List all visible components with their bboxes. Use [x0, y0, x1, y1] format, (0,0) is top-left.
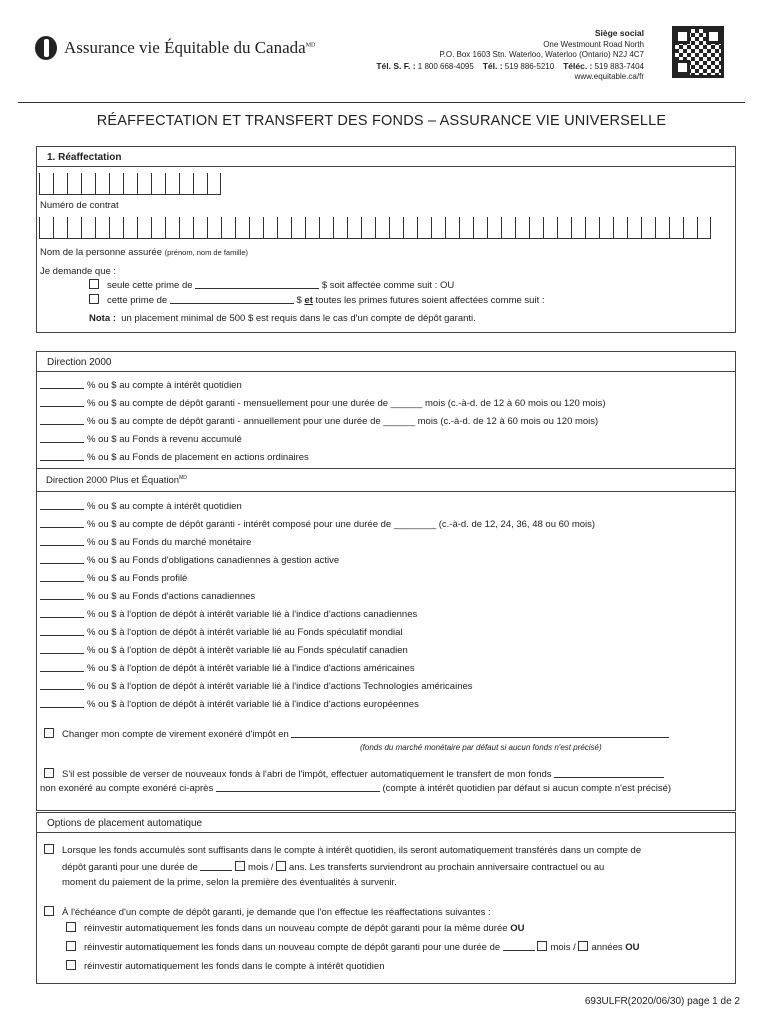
dir2000-row[interactable]: % ou $ au compte de dépôt garanti - mensuellement pour une durée de ______ mois (c.-à-d. de 12 à 60 mois ou 120 mois) [40, 398, 606, 409]
auto-transfer-term: dépôt garanti pour une durée de mois / ans. Les transferts surviendront au prochain anniversaire contractuel ou au [62, 862, 605, 873]
equitable-logo-icon [35, 36, 57, 60]
future-premiums-checkbox[interactable] [89, 294, 99, 304]
transfer-checkbox[interactable] [44, 768, 54, 778]
maturity-checkbox[interactable] [44, 906, 54, 916]
years-checkbox[interactable] [276, 861, 286, 871]
reinvest-daily-checkbox[interactable] [66, 960, 76, 970]
dirplus-row[interactable]: % ou $ à l'option de dépôt à intérêt variable lié à l'indice d'actions Technologies américaines [40, 681, 473, 692]
reinvest-same-term: réinvestir automatiquement les fonds dans un nouveau compte de dépôt garanti pour la même durée OU [66, 922, 524, 934]
reinvest-new-term: réinvestir automatiquement les fonds dans un nouveau compte de dépôt garanti pour une durée de mois / années OU [66, 941, 640, 953]
dir2000-row[interactable]: % ou $ au compte de dépôt garanti - annuellement pour une durée de ______ mois (c.-à-d. de 12 à 60 mois ou 120 mois) [40, 416, 598, 427]
section-auto-options [36, 812, 736, 984]
maturity-option: À l'échéance d'un compte de dépôt garanti, je demande que l'on effectue les réaffectations suivantes : [44, 906, 491, 918]
section-heading: 1. Réaffectation [37, 147, 735, 167]
qr-code-icon [672, 26, 724, 78]
contract-number-field[interactable] [39, 173, 221, 195]
form-title: RÉAFFECTATION ET TRANSFERT DES FONDS – ASSURANCE VIE UNIVERSELLE [96, 113, 667, 129]
direction-2000-heading: Direction 2000 [37, 352, 735, 372]
direction-plus-heading: Direction 2000 Plus et Équation$^{MD}$ [36, 468, 736, 492]
dirplus-row[interactable]: % ou $ au compte à intérêt quotidien [40, 501, 242, 512]
dir2000-row[interactable]: % ou $ au Fonds à revenu accumulé [40, 434, 242, 445]
dirplus-row[interactable]: % ou $ à l'option de dépôt à intérêt variable lié à l'indice d'actions américaines [40, 663, 415, 674]
nota: Nota : un placement minimal de 500 $ est requis dans le cas d'un compte de dépôt garanti. [89, 313, 476, 324]
change-account-field[interactable] [291, 737, 669, 738]
dirplus-row[interactable]: % ou $ au Fonds d'obligations canadiennes à gestion active [40, 555, 339, 566]
dirplus-row[interactable]: % ou $ au Fonds du marché monétaire [40, 537, 251, 548]
dirplus-row[interactable]: % ou $ au Fonds d'actions canadiennes [40, 591, 255, 602]
option-future-premiums: cette prime de $ et toutes les primes futures soient affectées comme suit : [89, 294, 545, 306]
change-account-hint: (fonds du marché monétaire par défaut si aucun fonds n'est précisé) [360, 743, 602, 752]
auto-transfer-option: Lorsque les fonds accumulés sont suffisants dans le compte à intérêt quotidien, ils seront automatiquement transférés dans un compte de [44, 844, 641, 856]
form-footer: 693ULFR(2020/06/30) page 1 de 2 [584, 996, 740, 1007]
insured-name-field[interactable] [39, 217, 711, 239]
months-checkbox[interactable] [235, 861, 245, 871]
auto-options-heading: Options de placement automatique [37, 813, 735, 833]
transfer-fund-field[interactable] [554, 777, 664, 778]
reinvest-new-checkbox[interactable] [66, 941, 76, 951]
auto-transfer-checkbox[interactable] [44, 844, 54, 854]
dirplus-row[interactable]: % ou $ à l'option de dépôt à intérêt variable lié au Fonds spéculatif canadien [40, 645, 408, 656]
request-label: Je demande que : [40, 266, 117, 277]
dirplus-row[interactable]: % ou $ à l'option de dépôt à intérêt variable lié au Fonds spéculatif mondial [40, 627, 403, 638]
dirplus-row[interactable]: % ou $ à l'option de dépôt à intérêt variable lié à l'indice d'actions européennes [40, 699, 419, 710]
contract-label: Numéro de contrat [40, 200, 119, 211]
single-premium-checkbox[interactable] [89, 279, 99, 289]
dir2000-row[interactable]: % ou $ au Fonds de placement en actions ordinaires [40, 452, 309, 463]
company-name: Assurance vie Équitable du Canada$^{MD}$ [64, 38, 316, 57]
transfer-option: S'il est possible de verser de nouveaux fonds à l'abri de l'impôt, effectuer automatiquement le transfert de mon fonds [44, 768, 664, 780]
option-single-premium: seule cette prime de $ soit affectée comme suit : OU [89, 279, 454, 291]
auto-transfer-note: moment du paiement de la prime, selon la première des éventualités à survenir. [62, 877, 397, 888]
header-divider [18, 102, 745, 103]
change-account-checkbox[interactable] [44, 728, 54, 738]
dirplus-row[interactable]: % ou $ à l'option de dépôt à intérêt variable lié à l'indice d'actions canadiennes [40, 609, 417, 620]
reinvest-daily: réinvestir automatiquement les fonds dans le compte à intérêt quotidien [66, 960, 384, 972]
dirplus-row[interactable]: % ou $ au compte de dépôt garanti - intérêt composé pour une durée de ________ (c.-à-d. de 12, 24, 36, 48 ou 60 mois) [40, 519, 595, 530]
dir2000-row[interactable]: % ou $ au compte à intérêt quotidien [40, 380, 242, 391]
transfer-target-field[interactable] [216, 791, 380, 792]
insured-label: Nom de la personne assurée (prénom, nom de famille) [40, 247, 249, 258]
reinvest-years-checkbox[interactable] [578, 941, 588, 951]
head-office-address: Siège social One Westmount Road North P.O. Box 1603 Stn. Waterloo, Waterloo (Ontario) N2J 4C7 Tél. S. F. : 1 800 668-4095 Tél. : 519 886-5210 Téléc. : 519 883-7404 www.equitable.ca/fr [376, 28, 644, 81]
transfer-target: non exonéré au compte exonéré ci-après (compte à intérêt quotidien par défaut si aucun compte n'est précisé) [40, 783, 672, 794]
dirplus-row[interactable]: % ou $ au Fonds profilé [40, 573, 187, 584]
section-reaffectation [36, 146, 736, 333]
change-account-option: Changer mon compte de virement exonéré d'impôt en [44, 728, 669, 740]
reinvest-months-checkbox[interactable] [537, 941, 547, 951]
reinvest-same-checkbox[interactable] [66, 922, 76, 932]
